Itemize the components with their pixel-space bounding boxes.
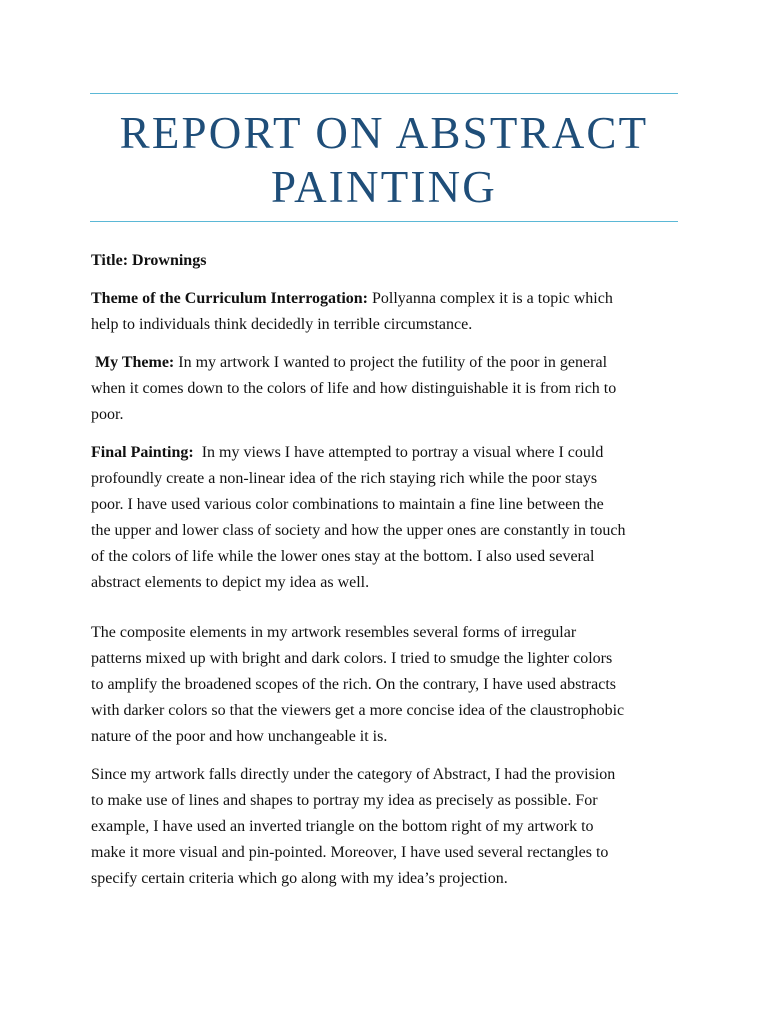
composite-text-1: The composite elements in my artwork resembles several forms of irregular xyxy=(91,624,577,641)
my-theme-text-1: In my artwork I wanted to project the futility of the poor in general xyxy=(174,354,608,371)
title-paragraph xyxy=(91,248,691,274)
abstract-category-text-1: Since my artwork falls directly under the category of Abstract, I had the provision xyxy=(91,766,616,783)
my-theme-text-2: when it comes down to the colors of life and how distinguishable it is from rich to xyxy=(91,380,617,397)
theme-curriculum-text-1: Pollyanna complex it is a topic which xyxy=(368,290,613,307)
page-title-line-1: REPORT ON ABSTRACT xyxy=(119,108,649,158)
abstract-category-paragraph xyxy=(91,762,691,892)
final-painting-paragraph xyxy=(91,440,691,596)
document-body xyxy=(91,248,691,892)
heading-top-rule xyxy=(90,93,678,94)
abstract-category-text-2: to make use of lines and shapes to portray my idea as precisely as possible. For xyxy=(91,792,598,809)
final-painting-text-4: the upper and lower class of society and how the upper ones are constantly in touch xyxy=(91,522,626,539)
composite-text-4: with darker colors so that the viewers get a more concise idea of the claustrophobic xyxy=(91,702,625,719)
abstract-category-text-5: specify certain criteria which go along with my idea’s projection. xyxy=(91,870,508,887)
title-label: Title: Drownings xyxy=(91,252,207,269)
theme-curriculum-paragraph xyxy=(91,286,691,338)
final-painting-text-6: abstract elements to depict my idea as well. xyxy=(91,574,370,591)
page-title-line-2: PAINTING xyxy=(271,162,497,212)
composite-text-3: to amplify the broadened scopes of the rich. On the contrary, I have used abstracts xyxy=(91,676,616,693)
final-painting-text-1: In my views I have attempted to portray a visual where I could xyxy=(193,444,604,461)
page-title xyxy=(90,106,678,214)
my-theme-label: My Theme: xyxy=(91,354,175,371)
composite-paragraph xyxy=(91,620,691,750)
composite-text-5: nature of the poor and how unchangeable it is. xyxy=(91,728,388,745)
my-theme-paragraph xyxy=(91,350,691,428)
my-theme-text-3: poor. xyxy=(91,406,124,423)
abstract-category-text-3: example, I have used an inverted triangle on the bottom right of my artwork to xyxy=(91,818,594,835)
final-painting-text-5: of the colors of life while the lower ones stay at the bottom. I also used several xyxy=(91,548,595,565)
theme-curriculum-label: Theme of the Curriculum Interrogation: xyxy=(91,290,368,307)
composite-text-2: patterns mixed up with bright and dark colors. I tried to smudge the lighter colors xyxy=(91,650,613,667)
heading-bottom-rule xyxy=(90,221,678,222)
final-painting-text-3: poor. I have used various color combinations to maintain a fine line between the xyxy=(91,496,604,513)
abstract-category-text-4: make it more visual and pin-pointed. Moreover, I have used several rectangles to xyxy=(91,844,609,861)
theme-curriculum-text-2: help to individuals think decidedly in terrible circumstance. xyxy=(91,316,473,333)
final-painting-text-2: profoundly create a non-linear idea of the rich staying rich while the poor stays xyxy=(91,470,598,487)
final-painting-label: Final Painting: xyxy=(91,444,194,461)
